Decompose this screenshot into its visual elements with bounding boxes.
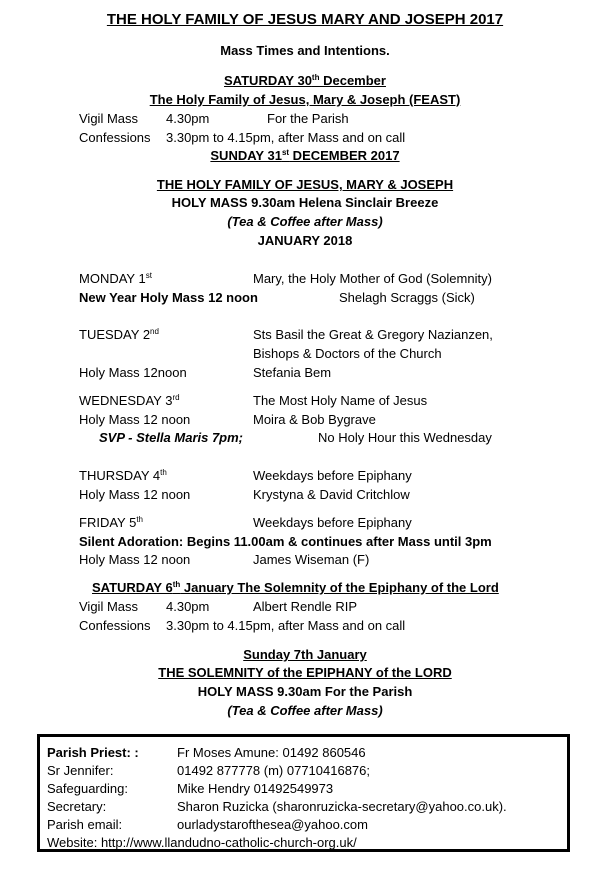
page-title: THE HOLY FAMILY OF JESUS MARY AND JOSEPH 2017 [106,11,504,28]
sun7-feast: THE SOLEMNITY of the EPIPHANY of the LORD [158,665,452,680]
sat30-vigil-intention: For the Parish [267,111,349,126]
sun31-mass: HOLY MASS 9.30am Helena Sinclair Breeze [171,195,439,210]
thu4-mass: Holy Mass 12 noon [79,487,191,502]
mon1-mass: New Year Holy Mass 12 noon [79,290,258,305]
sun7-heading: Sunday 7th January [243,647,367,662]
sun31-heading: SUNDAY 31st DECEMBER 2017 [210,148,400,163]
sat30-conf-label: Confessions [79,130,151,145]
safeguarding-value: Mike Hendry 01492549973 [177,781,334,796]
sat6-vigil-intention: Albert Rendle RIP [253,599,358,614]
sat30-vigil-time: 4.30pm [166,111,210,126]
sun31-feast: THE HOLY FAMILY OF JESUS, MARY & JOSEPH [156,177,454,192]
fri5-adoration: Silent Adoration: Begins 11.00am & continues after Mass until 3pm [79,534,492,549]
thu4-feast: Weekdays before Epiphany [253,468,412,483]
month-heading: JANUARY 2018 [257,233,353,248]
mon1-intention: Shelagh Scraggs (Sick) [339,290,475,305]
sat6-vigil-time: 4.30pm [166,599,210,614]
fri5-feast: Weekdays before Epiphany [253,515,412,530]
sr-value: 01492 877778 (m) 07710416876; [177,763,370,778]
sun7-mass: HOLY MASS 9.30am For the Parish [197,684,413,699]
tue2-feast-line1: Sts Basil the Great & Gregory Nazianzen, [253,327,493,342]
mon1-feast: Mary, the Holy Mother of God (Solemnity) [253,271,492,286]
tue2-day: TUESDAY 2nd [79,327,159,342]
wed3-mass: Holy Mass 12 noon [79,412,191,427]
mon1-day: MONDAY 1st [79,271,152,286]
wed3-feast: The Most Holy Name of Jesus [253,393,428,408]
email-label: Parish email: [47,817,123,832]
thu4-day: THURSDAY 4th [79,468,167,483]
fri5-day: FRIDAY 5th [79,515,143,530]
fri5-mass: Holy Mass 12 noon [79,552,191,567]
safeguarding-label: Safeguarding: [47,781,128,796]
wed3-note: No Holy Hour this Wednesday [318,430,492,445]
sat6-vigil-label: Vigil Mass [79,599,139,614]
sat30-feast: The Holy Family of Jesus, Mary & Joseph (FEAST) [149,92,461,107]
sat30-vigil-label: Vigil Mass [79,111,139,126]
tue2-intention: Stefania Bem [253,365,332,380]
priest-value: Fr Moses Amune: 01492 860546 [177,745,366,760]
tue2-mass: Holy Mass 12noon [79,365,187,380]
sat6-conf-text: 3.30pm to 4.15pm, after Mass and on call [166,618,406,633]
priest-label: Parish Priest: : [47,745,139,760]
email-value[interactable]: ourladystarofthesea@yahoo.com [177,817,368,832]
contact-box [37,734,570,852]
tue2-feast-line2: Bishops & Doctors of the Church [253,346,442,361]
sun7-note: (Tea & Coffee after Mass) [227,703,383,718]
wed3-day: WEDNESDAY 3rd [79,393,180,408]
sat6-conf-label: Confessions [79,618,151,633]
sat30-conf-text: 3.30pm to 4.15pm, after Mass and on call [166,130,406,145]
thu4-intention: Krystyna & David Critchlow [253,487,410,502]
secretary-value: Sharon Ruzicka (sharonruzicka-secretary@yahoo.co.uk). [177,799,507,814]
page-subtitle: Mass Times and Intentions. [220,43,390,58]
fri5-intention: James Wiseman (F) [253,552,370,567]
sun31-note: (Tea & Coffee after Mass) [227,214,383,229]
wed3-svp: SVP - Stella Maris 7pm; [99,430,244,445]
website-link[interactable]: Website: http://www.llandudno-catholic-church-org.uk/ [47,835,357,850]
wed3-intention: Moira & Bob Bygrave [253,412,376,427]
sat30-heading: SATURDAY 30th December [224,73,386,88]
secretary-label: Secretary: [47,799,107,814]
sr-label: Sr Jennifer: [47,763,114,778]
sat6-heading: SATURDAY 6th January The Solemnity of the Epiphany of the Lord [92,580,499,595]
